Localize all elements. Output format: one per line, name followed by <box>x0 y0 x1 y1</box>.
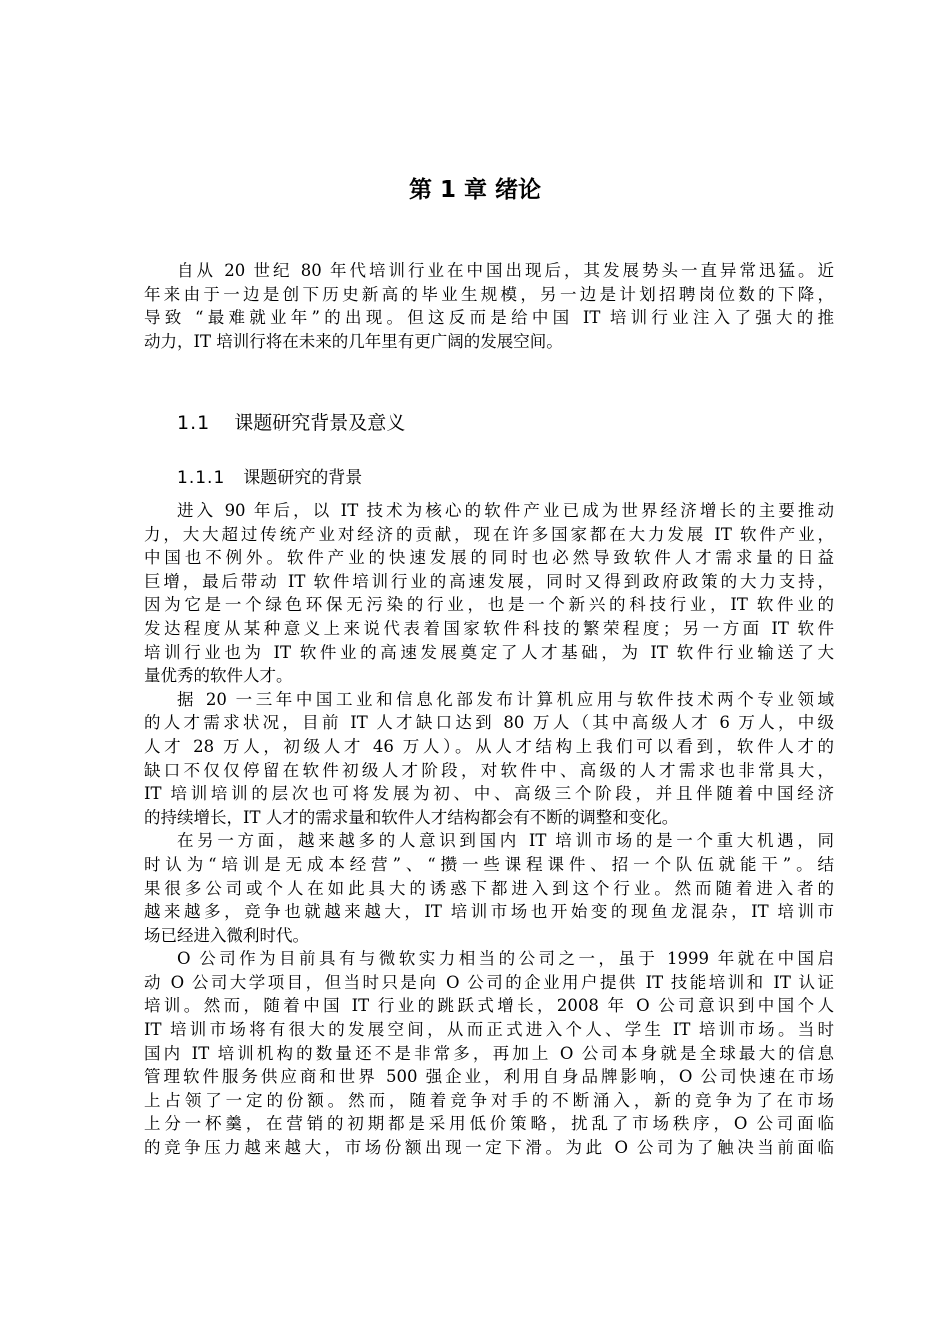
paragraph-line: 培训。然而，随着中国 IT 行业的跳跃式增长，2008 年 O 公司意识到中国个人 <box>144 996 834 1016</box>
paragraph-line: 场已经进入微利时代。 <box>144 925 309 945</box>
section-number: 1.1 <box>177 412 211 434</box>
paragraph-line: 时认为“培训是无成本经营”、“攒一些课程课件、招一个队伍就能干”。结 <box>144 854 834 874</box>
body-paragraph-1 <box>144 499 834 1160</box>
section-title: 课题研究的背景 <box>243 468 363 488</box>
section-title: 课题研究背景及意义 <box>234 412 406 434</box>
paragraph-line: 年来由于一边是创下历史新高的毕业生规模，另一边是计划招聘岗位数的下降， <box>144 284 834 304</box>
paragraph-line: 的竞争压力越来越大，市场份额出现一定下滑。为此 O 公司为了触决当前面临 <box>144 1138 834 1158</box>
paragraph-line: 因为它是一个绿色环保无污染的行业，也是一个新兴的科技行业，IT 软件业的 <box>144 595 834 615</box>
paragraph-line: 据 20 一三年中国工业和信息化部发布计算机应用与软件技术两个专业领域 <box>177 689 834 709</box>
paragraph-line: 越来越多，竞争也就越来越大，IT 培训市场也开始变的现鱼龙混杂，IT 培训市 <box>144 902 834 922</box>
paragraph-line: 缺口不仅仅停留在软件初级人才阶段，对软件中、高级的人才需求也非常具大， <box>144 760 834 780</box>
paragraph-line: 国内 IT 培训机构的数量还不是非常多，再加上 O 公司本身就是全球最大的信息 <box>144 1043 834 1063</box>
paragraph-line: IT 培训培训的层次也可将发展为初、中、高级三个阶段，并且伴随着中国经济 <box>144 784 834 804</box>
paragraph-line: 导致 “最难就业年”的出现。但这反而是给中国 IT 培训行业注入了强大的推 <box>144 308 834 328</box>
paragraph-line: IT 培训市场将有很大的发展空间，从而正式进入个人、学生 IT 培训市场。当时 <box>144 1020 834 1040</box>
paragraph-line: 上分一杯羹，在营销的初期都是采用低价策略，扰乱了市场秩序，O 公司面临 <box>144 1114 834 1134</box>
paragraph-line: O 公司作为目前具有与微软实力相当的公司之一，虽于 1999 年就在中国启 <box>177 949 834 969</box>
paragraph-line: 管理软件服务供应商和世界 500 强企业，利用自身品牌影响，O 公司快速在市场 <box>144 1067 834 1087</box>
paragraph-line: 动 O 公司大学项目，但当时只是向 O 公司的企业用户提供 IT 技能培训和 IT 认证 <box>144 972 834 992</box>
paragraph-line: 动力，IT 培训行将在未来的几年里有更广阔的发展空间。 <box>144 331 563 351</box>
section-heading-1-1 <box>177 410 405 436</box>
paragraph-line: 自从 20 世纪 80 年代培训行业在中国出现后，其发展势头一直异常迅猛。近 <box>177 261 834 280</box>
paragraph-line: 中国也不例外。软件产业的快速发展的同时也必然导致软件人才需求量的日益 <box>144 548 834 568</box>
paragraph-line: 培训行业也为 IT 软件业的高速发展奠定了人才基础，为 IT 软件行业输送了大 <box>144 642 834 662</box>
intro-paragraph <box>144 259 834 353</box>
paragraph-line: 进入 90 年后，以 IT 技术为核心的软件产业已成为世界经济增长的主要推动 <box>177 501 834 520</box>
paragraph-line: 果很多公司或个人在如此具大的诱惑下都进入到这个行业。然而随着进入者的 <box>144 878 834 898</box>
paragraph-line: 在另一方面，越来越多的人意识到国内 IT 培训市场的是一个重大机遇，同 <box>177 831 834 851</box>
paragraph-line: 人才 28 万人，初级人才 46 万人）。从人才结构上我们可以看到，软件人才的 <box>144 736 834 756</box>
paragraph-line: 上占领了一定的份额。然而，随着竞争对手的不断涌入，新的竞争为了在市场 <box>144 1090 834 1110</box>
paragraph-line: 巨增，最后带动 IT 软件培训行业的高速发展，同时又得到政府政策的大力支持， <box>144 571 834 591</box>
paragraph-line: 的持续增长，IT 人才的需求量和软件人才结构都会有不断的调整和变化。 <box>144 807 679 827</box>
paragraph-line: 的人才需求状况，目前 IT 人才缺口达到 80 万人（其中高级人才 6 万人，中级 <box>144 713 834 733</box>
paragraph-line: 发达程度从某种意义上来说代表着国家软件科技的繁荣程度；另一方面 IT 软件 <box>144 618 834 638</box>
section-heading-1-1-1 <box>177 466 362 490</box>
chapter-title: 第 1 章 绪论 <box>408 177 542 203</box>
paragraph-line: 力，大大超过传统产业对经济的贡献，现在许多国家都在大力发展 IT 软件产业， <box>144 524 834 544</box>
section-number: 1.1.1 <box>177 468 226 488</box>
paragraph-line: 量优秀的软件人才。 <box>144 666 293 686</box>
